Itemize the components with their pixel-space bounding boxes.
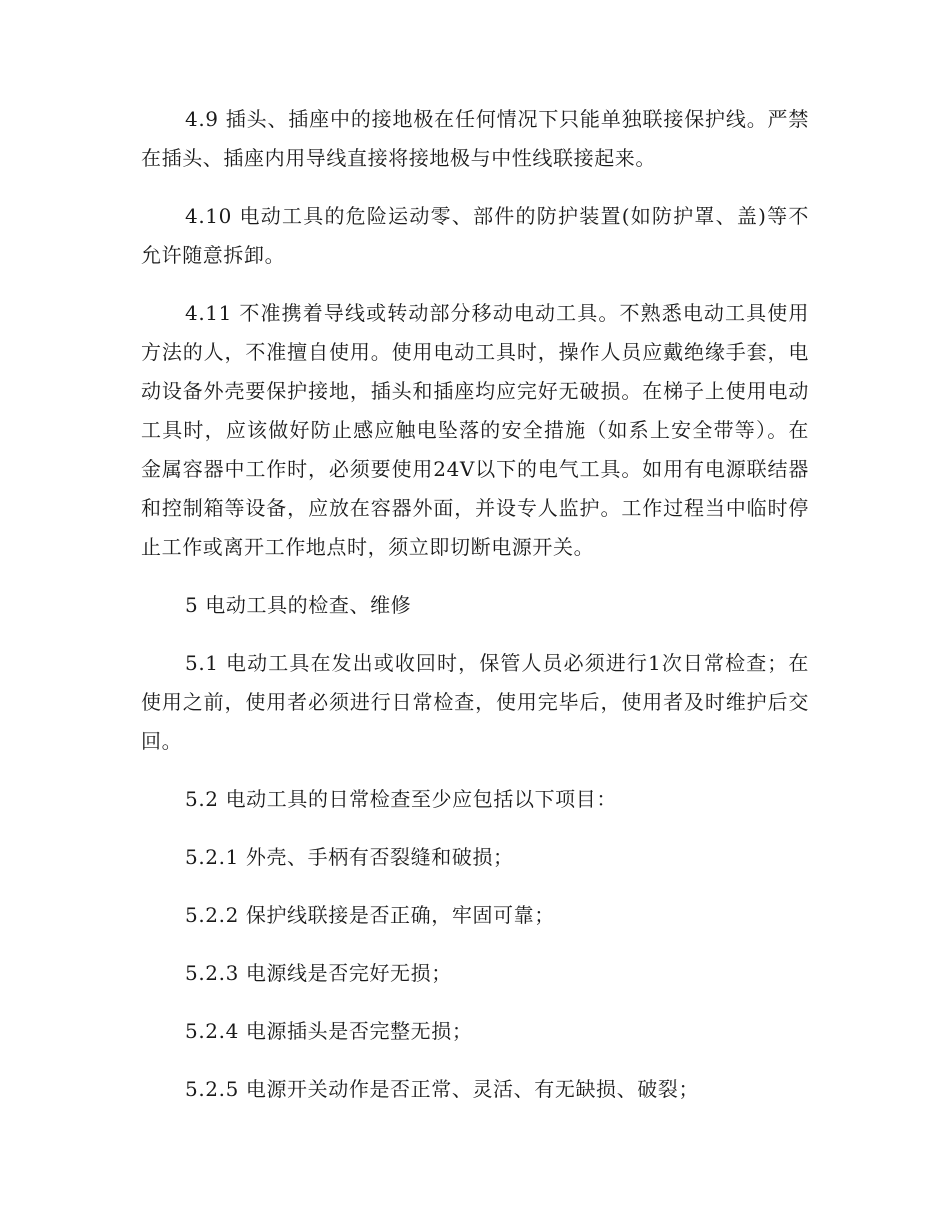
section-heading-5: 5 电动工具的检查、维修 — [185, 593, 412, 617]
document-body — [141, 100, 809, 1128]
list-item-5-2-3: 5.2.3 电源线是否完好无损； — [185, 961, 452, 985]
list-item-5-2-5: 5.2.5 电源开关动作是否正常、灵活、有无缺损、破裂； — [185, 1077, 700, 1101]
paragraph-5-2: 5.2 电动工具的日常检查至少应包括以下项目： — [185, 787, 617, 811]
list-item-5-2-2: 5.2.2 保护线联接是否正确，牢固可靠； — [185, 903, 555, 927]
paragraph-4-9: 4.9 插头、插座中的接地极在任何情况下只能单独联接保护线。严禁在插头、插座内用导线直接将接地极与中性线联接起来。 — [141, 107, 809, 170]
paragraph-4-10: 4.10 电动工具的危险运动零、部件的防护装置(如防护罩、盖)等不允许随意拆卸。 — [141, 204, 809, 267]
list-item-5-2-4: 5.2.4 电源插头是否完整无损； — [185, 1019, 473, 1043]
paragraph-4-11: 4.11 不准携着导线或转动部分移动电动工具。不熟悉电动工具使用方法的人，不准擅自使用。使用电动工具时，操作人员应戴绝缘手套，电动设备外壳要保护接地，插头和插座均应完好无破损。在梯子上使用电动工具时，应该做好防止感应触电坠落的安全措施（如系上安全带等）。在金属容器中工作时，必须要使用24V以下的电气工具。如用有电源联结器和控制箱等设备，应放在容器外面，并设专人监护。工作过程当中临时停止工作或离开工作地点时，须立即切断电源开关。 — [141, 301, 809, 559]
list-item-5-2-1: 5.2.1 外壳、手柄有否裂缝和破损； — [185, 845, 514, 869]
paragraph-5-1: 5.1 电动工具在发出或收回时，保管人员必须进行1次日常检查；在使用之前，使用者必须进行日常检查，使用完毕后，使用者及时维护后交回。 — [141, 651, 809, 753]
